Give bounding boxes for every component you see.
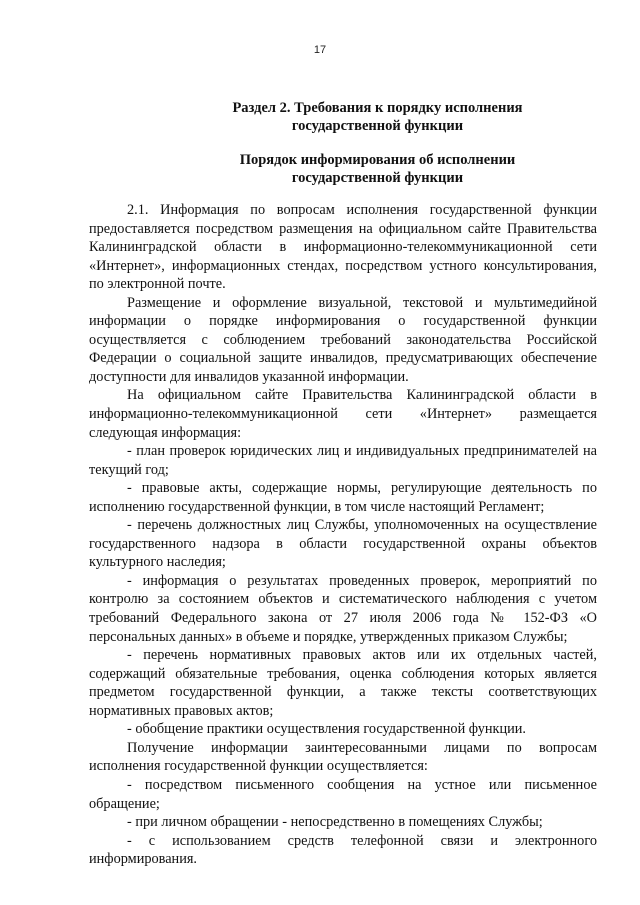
list-item-inspection-plan: - план проверок юридических лиц и индивидуальных предпринимателей на текущий год; (89, 443, 597, 478)
paragraph-information-receipt: Получение информации заинтересованными лицами по вопросам исполнения государственной функции осуществляется: (89, 739, 597, 775)
list-item-phone-electronic: - с использованием средств телефонной связи и электронного информирования. (89, 832, 597, 868)
body-text (89, 201, 597, 869)
paragraph-website-info: На официальном сайте Правительства Калининградской области в информационно-телекоммуникационной сети «Интернет» размещается следующая информация: (89, 387, 597, 441)
list-item-normative-acts: - перечень нормативных правовых актов или их отдельных частей, содержащий обязательные требования, оценка соблюдения которых является предметом государственной функции, а также тексты соответствующих нормативных правовых актов; (89, 647, 597, 719)
list-item-inspection-results: - информация о результатах проведенных проверок, мероприятий по контролю за состоянием объектов и систематического наблюдения с учетом требований Федерального закона от 27 июля 2006 года № 152-ФЗ «О персональных данных» в объеме и порядке, утвержденных приказом Службы; (89, 572, 597, 645)
list-item-legal-acts: - правовые акты, содержащие нормы, регулирующие деятельность по исполнению государственной функции, в том числе настоящий Регламент; (89, 480, 597, 515)
section-title (160, 99, 595, 135)
section-title-line-2: государственной функции (291, 118, 464, 134)
subsection-title (160, 151, 595, 187)
list-item-practice-summary: - обобщение практики осуществления государственной функции. (127, 721, 526, 738)
list-item-officials: - перечень должностных лиц Службы, уполномоченных на осуществление государственного надзора в области государственной охраны объектов культурного наследия; (89, 517, 597, 571)
subsection-title-line-1: Порядок информирования об исполнении (239, 152, 516, 168)
paragraph-2-1-intro: 2.1. Информация по вопросам исполнения государственной функции предоставляется посредством размещения на официальном сайте Правительства Калининградской области в информационно-телекоммуникационной сети «Интернет», информационных стендах, посредством устного консультирования, по электронной почте. (89, 202, 597, 293)
list-item-personal-visit: - при личном обращении - непосредственно в помещениях Службы; (127, 814, 543, 831)
paragraph-accessibility: Размещение и оформление визуальной, текстовой и мультимедийной информации о порядке информирования о государственной функции осуществляется с соблюдением требований законодательства Российской Федерации о социальной защите инвалидов, предусматривающих обеспечение доступности для инвалидов указанной информации. (89, 294, 597, 385)
section-title-line-1: Раздел 2. Требования к порядку исполнения (232, 100, 523, 116)
page-number: 17 (313, 44, 327, 56)
subsection-title-line-2: государственной функции (291, 170, 464, 186)
list-item-written-message: - посредством письменного сообщения на устное или письменное обращение; (89, 776, 597, 812)
